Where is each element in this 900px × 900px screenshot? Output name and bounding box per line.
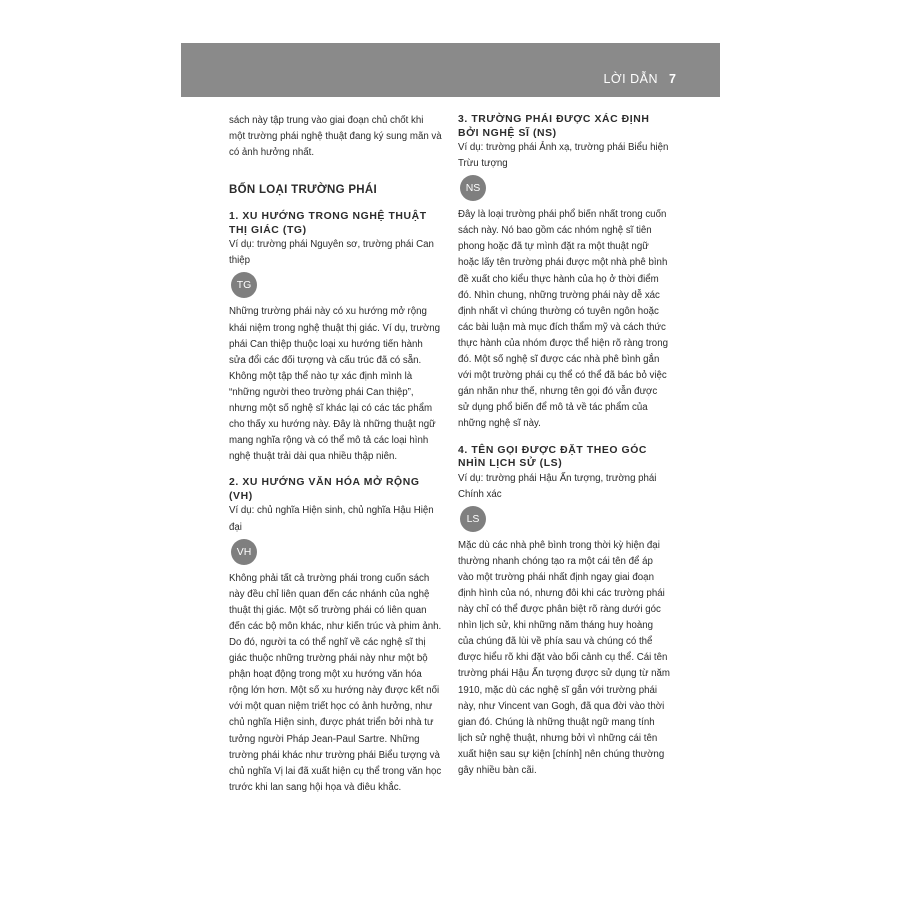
example-tg: Ví dụ: trường phái Nguyên sơ, trường phái Can thiệp	[229, 239, 434, 267]
running-header-title: LỜI DẪN	[603, 72, 658, 86]
example-vh: Ví dụ: chủ nghĩa Hiện sinh, chủ nghĩa Hậu Hiện đại	[229, 505, 434, 533]
example-ls: Ví dụ: trường phái Hậu Ấn tượng, trường phái Chính xác	[458, 472, 657, 500]
intro-paragraph: sách này tập trung vào giai đoạn chủ chốt khi một trường phái nghệ thuật đang ký sung mãn và có ảnh hưởng nhất.	[229, 115, 442, 159]
page-header	[181, 43, 720, 97]
page-number: 7	[669, 72, 676, 86]
heading-ns: 3. TRƯỜNG PHÁI ĐƯỢC XÁC ĐỊNH BỞI NGHỆ SĨ (NS)	[458, 114, 650, 139]
badge-ls: LS	[460, 506, 486, 532]
right-column	[458, 113, 671, 779]
badge-tg: TG	[231, 272, 257, 298]
body-ns: Đây là loại trường phái phổ biến nhất trong cuốn sách này. Nó bao gồm các nhóm nghệ sĩ tiên phong hoặc đã tự mình đặt ra một thuật ngữ hoặc lấy tên trường phái được một nhà phê bình đề xuất cho kiểu thực hành của họ ở thời điểm đó. Nhìn chung, những trường phái này dễ xác định nhất vì chúng thường có tuyên ngôn hoặc các bài luận mà mục đích thẩm mỹ và cách thức thực hành của nhóm được thể hiện rõ ràng trong đó. Một số nghệ sĩ được các nhà phê bình gắn với một trường phái cụ thể có thể đã bác bỏ việc gán nhãn như thế, nhưng tên gọi đó vẫn được sử dụng phổ biến để mô tả về tác phẩm của những nghệ sĩ này.	[458, 209, 668, 430]
example-ns: Ví dụ: trường phái Ảnh xạ, trường phái Biểu hiện Trừu tượng	[458, 142, 669, 170]
badge-ns: NS	[460, 175, 486, 201]
heading-tg: 1. XU HƯỚNG TRONG NGHỆ THUẬT THỊ GIÁC (TG)	[229, 211, 427, 236]
heading-ls: 4. TÊN GỌI ĐƯỢC ĐẶT THEO GÓC NHÌN LỊCH SỬ (LS)	[458, 444, 647, 469]
section-main-heading: BỐN LOẠI TRƯỜNG PHÁI	[229, 184, 378, 197]
left-column	[229, 113, 442, 796]
body-ls: Mặc dù các nhà phê bình trong thời kỳ hiện đại thường nhanh chóng tạo ra một cái tên để áp vào một trường phái nhất định ngay giai đoạn định hình của nó, nhưng đôi khi các trường phái này chỉ có thể được phân biệt rõ ràng dưới góc nhìn lịch sử, khi những năm tháng huy hoàng của chúng đã lùi về phía sau và chúng có thể được hiểu rõ khi đặt vào bối cảnh cụ thể. Cái tên trường phái Hậu Ấn tượng được sử dụng từ năm 1910, mặc dù các nghệ sĩ gắn với trường phái này, như Vincent van Gogh, đã qua đời vào thời gian đó. Chúng là những thuật ngữ mang tính lịch sử nghệ thuật, nhưng bởi vì những cái tên xuất hiện sau sự kiện [chính] nên chúng thường gây nhiều bàn cãi.	[458, 539, 670, 776]
heading-vh: 2. XU HƯỚNG VĂN HÓA MỞ RỘNG (VH)	[229, 477, 420, 502]
badge-vh: VH	[231, 539, 257, 565]
book-page	[181, 43, 720, 858]
body-vh: Không phải tất cả trường phái trong cuốn sách này đều chỉ liên quan đến các nhánh của nghệ thuật thị giác. Một số trường phái có liên quan đến các bộ môn khác, như kiến trúc và phim ảnh. Do đó, người ta có thể nghĩ về các nghệ sĩ thị giác thuộc những trường phái này như một bộ phận hoạt động trong một xu hướng văn hóa rộng lớn hơn. Một số xu hướng này được kết nối với một quan niệm triết học có ảnh hưởng, như chủ nghĩa Hiện sinh, được phát triển bởi nhà tư tưởng người Pháp Jean-Paul Sartre. Những trường phái khác như trường phái Biểu tượng và chủ nghĩa Vị lai đã xuất hiện cụ thể trong văn học trước khi lan sang hội họa và điêu khắc.	[229, 572, 442, 793]
body-tg: Những trường phái này có xu hướng mở rộng khái niệm trong nghệ thuật thị giác. Ví dụ, trường phái Can thiệp thuộc loại xu hướng tiến hành sửa đổi các đối tượng và cấu trúc đã có sẵn. Không một tập thể nào tự xác định mình là “những người theo trường phái Can thiệp”, nhưng một số nghệ sĩ khác lại có các tác phẩm cho thấy xu hướng này. Đây là những thuật ngữ mang nghĩa rộng và có thể mô tả các loại hình nghệ thuật trải dài qua nhiều thập niên.	[229, 306, 441, 463]
